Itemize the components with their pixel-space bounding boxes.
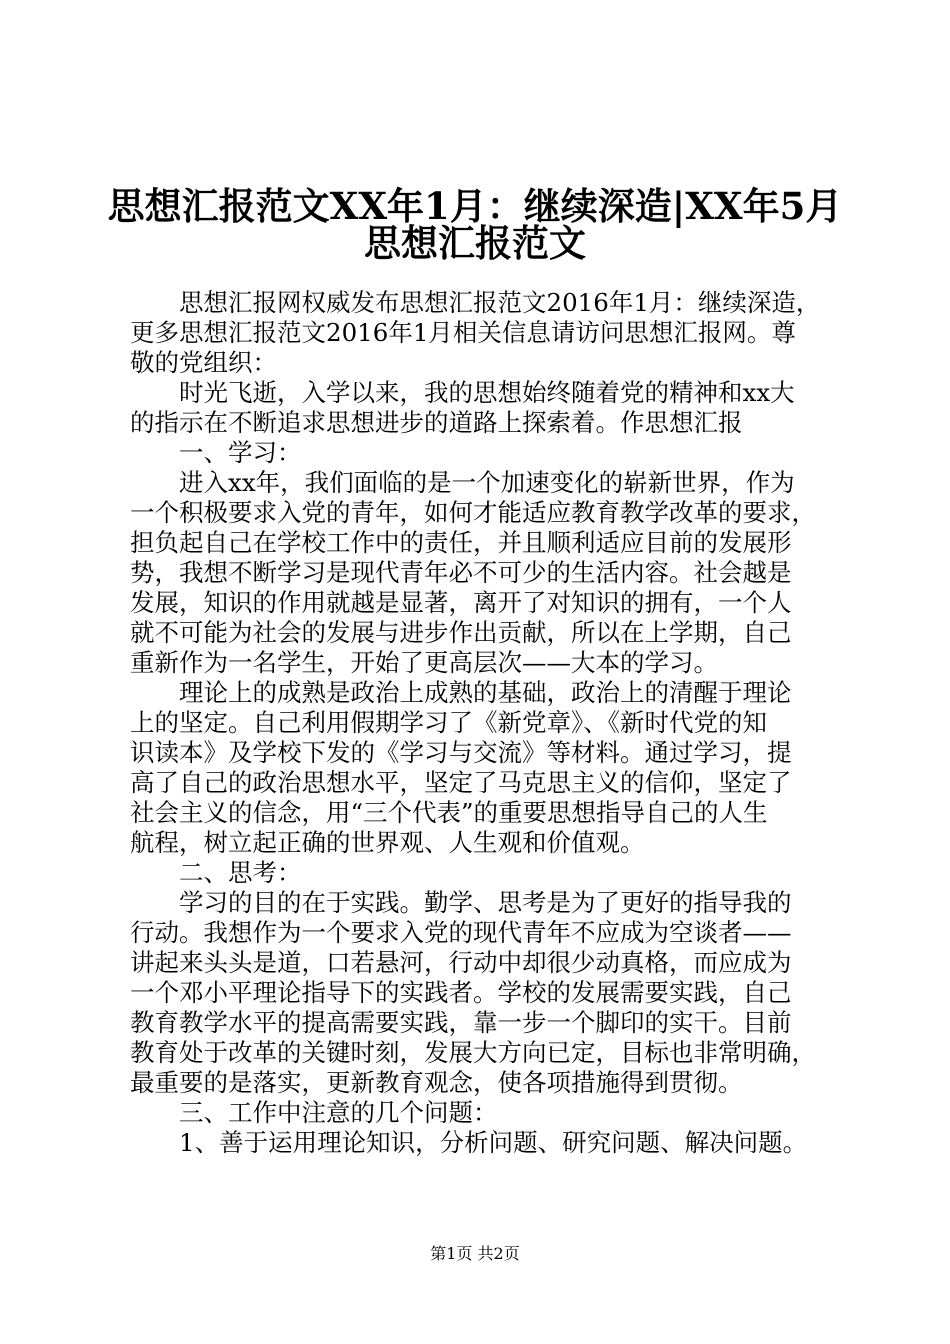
page-footer: 第1页 共2页: [430, 1244, 520, 1263]
body-line: 理论上的成熟是政治上成熟的基础，政治上的清醒于理论: [179, 678, 792, 707]
body-line: 最重要的是落实，更新教育观念，使各项措施得到贯彻。: [130, 1068, 743, 1097]
body-line: 进入xx年，我们面临的是一个加速变化的崭新世界，作为: [179, 468, 795, 497]
document-title-line-2: 思想汇报范文: [364, 221, 586, 265]
body-line: 航程，树立起正确的世界观、人生观和价值观。: [130, 828, 645, 857]
body-line: 二、思考：: [179, 858, 302, 887]
body-line: 识读本》及学校下发的《学习与交流》等材料。通过学习，提: [130, 738, 792, 767]
body-line: 教育处于改革的关键时刻，发展大方向已定，目标也非常明确，: [130, 1038, 816, 1067]
body-line: 学习的目的在于实践。勤学、思考是为了更好的指导我的: [179, 888, 792, 917]
body-line: 发展，知识的作用就越是显著，离开了对知识的拥有，一个人: [130, 588, 792, 617]
document-body: [130, 288, 830, 1158]
body-line: 一、学习：: [179, 438, 302, 467]
body-line: 高了自己的政治思想水平，坚定了马克思主义的信仰，坚定了: [130, 768, 792, 797]
body-line: 一个积极要求入党的青年，如何才能适应教育教学改革的要求，: [130, 498, 816, 527]
body-line: 思想汇报网权威发布思想汇报范文2016年1月：继续深造，: [179, 288, 821, 317]
body-line: 上的坚定。自己利用假期学习了《新党章》、《新时代党的知: [130, 708, 767, 737]
body-line: 三、工作中注意的几个问题：: [179, 1098, 498, 1127]
body-line: 行动。我想作为一个要求入党的现代青年不应成为空谈者——: [130, 918, 792, 947]
body-line: 一个邓小平理论指导下的实践者。学校的发展需要实践，自己: [130, 978, 792, 1007]
body-line: 重新作为一名学生，开始了更高层次——大本的学习。: [130, 648, 718, 677]
body-line: 更多思想汇报范文2016年1月相关信息请访问思想汇报网。尊: [130, 318, 796, 347]
body-line: 就不可能为社会的发展与进步作出贡献，所以在上学期，自己: [130, 618, 792, 647]
document-title-line-1: 思想汇报范文XX年1月：继续深造|XX年5月: [107, 184, 843, 228]
body-line: 势，我想不断学习是现代青年必不可少的生活内容。社会越是: [130, 558, 792, 587]
body-line: 1、善于运用理论知识，分析问题、研究问题、解决问题。: [179, 1128, 808, 1157]
body-line: 的指示在不断追求思想进步的道路上探索着。作思想汇报: [130, 408, 743, 437]
body-line: 担负起自己在学校工作中的责任，并且顺利适应目前的发展形: [130, 528, 792, 557]
body-line: 讲起来头头是道，口若悬河，行动中却很少动真格，而应成为: [130, 948, 792, 977]
body-line: 教育教学水平的提高需要实践，靠一步一个脚印的实干。目前: [130, 1008, 792, 1037]
body-line: 时光飞逝，入学以来，我的思想始终随着党的精神和xx大: [179, 378, 795, 407]
body-line: 敬的党组织：: [130, 348, 277, 377]
body-line: 社会主义的信念，用“三个代表”的重要思想指导自己的人生: [130, 798, 768, 827]
